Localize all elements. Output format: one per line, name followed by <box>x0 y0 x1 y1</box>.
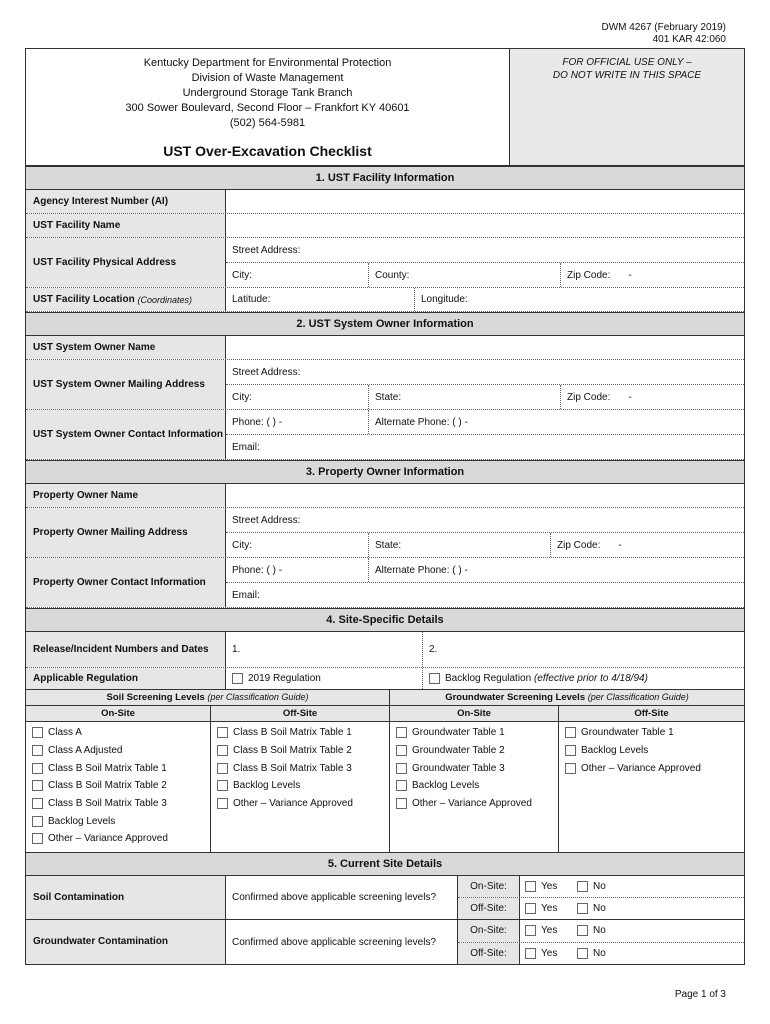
soil-offsite-no[interactable] <box>572 903 624 914</box>
facility-name-label: UST Facility Name <box>26 214 226 237</box>
reg-backlog-option[interactable] <box>422 668 744 689</box>
reg-backlog-label: Backlog Regulation <box>445 673 532 684</box>
checkbox[interactable] <box>217 780 228 791</box>
gw-onsite-column <box>390 722 559 852</box>
option-label: Backlog Levels <box>581 745 649 757</box>
soil-offsite-tag: Off-Site: <box>458 898 520 919</box>
soil-offsite-option[interactable] <box>211 759 389 777</box>
soil-head-note: (per Classification Guide) <box>207 692 309 702</box>
owner-mailing-row <box>26 360 744 410</box>
soil-onsite-option[interactable] <box>26 724 210 742</box>
street-label: Street Address: <box>232 514 301 526</box>
checkbox[interactable] <box>396 798 407 809</box>
soil-onsite-option[interactable] <box>26 812 210 830</box>
checklist-form <box>25 166 745 965</box>
owner-city-field[interactable] <box>226 385 368 409</box>
release-1-label: 1. <box>232 644 241 655</box>
owner-name-label: UST System Owner Name <box>26 336 226 359</box>
option-label: Class B Soil Matrix Table 1 <box>233 727 352 739</box>
option-label: Groundwater Table 1 <box>581 727 674 739</box>
division-name: Division of Waste Management <box>191 72 344 84</box>
gw-offsite-no[interactable] <box>572 948 624 959</box>
checkbox[interactable] <box>32 780 43 791</box>
checkbox[interactable] <box>32 833 43 844</box>
gw-head-note: (per Classification Guide) <box>587 692 689 702</box>
facility-street-field[interactable] <box>226 238 744 262</box>
property-street-field[interactable] <box>226 508 744 532</box>
gw-offsite-option[interactable] <box>559 742 744 760</box>
option-label: Class B Soil Matrix Table 3 <box>48 798 167 810</box>
section-4-header: 4. Site-Specific Details <box>26 608 744 632</box>
yes-label: Yes <box>541 903 558 914</box>
facility-zip-field[interactable] <box>560 263 744 287</box>
option-label: Class B Soil Matrix Table 1 <box>48 762 167 774</box>
facility-name-field[interactable] <box>226 214 744 237</box>
owner-phone-field[interactable] <box>226 410 368 434</box>
facility-address-row <box>26 238 744 288</box>
property-state-field[interactable] <box>368 533 550 557</box>
location-note: (Coordinates) <box>137 294 192 305</box>
owner-state-field[interactable] <box>368 385 560 409</box>
owner-contact-row <box>26 410 744 460</box>
county-label: County: <box>375 269 410 281</box>
phone-label: Phone: ( ) - <box>232 564 283 576</box>
gw-screening-head <box>390 690 744 705</box>
official-use-line2: DO NOT WRITE IN THIS SPACE <box>552 70 702 81</box>
official-use-line1: FOR OFFICIAL USE ONLY – <box>562 57 692 68</box>
gw-question: Confirmed above applicable screening levels? <box>226 920 458 964</box>
soil-onsite-no[interactable] <box>572 881 624 892</box>
zip-label: Zip Code: <box>557 539 601 551</box>
alt-phone-label: Alternate Phone: ( ) - <box>375 416 468 428</box>
zip-label: Zip Code: <box>567 391 611 403</box>
agency-phone: (502) 564-5981 <box>229 117 306 129</box>
option-label: Backlog Levels <box>412 780 480 792</box>
checkbox[interactable] <box>525 948 536 959</box>
latitude-label: Latitude: <box>232 294 271 305</box>
state-label: State: <box>375 391 402 403</box>
city-label: City: <box>232 539 252 551</box>
gw-onsite-yes[interactable] <box>520 925 572 936</box>
option-label: Other – Variance Approved <box>581 762 701 774</box>
no-label: No <box>593 947 606 959</box>
option-label: Other – Variance Approved <box>48 833 168 845</box>
soil-contamination-row <box>26 876 744 920</box>
state-label: State: <box>375 539 402 551</box>
checkbox[interactable] <box>32 763 43 774</box>
agency-name: Kentucky Department for Environmental Protection <box>143 57 392 69</box>
owner-alt-phone-field[interactable] <box>368 410 744 434</box>
owner-name-row <box>26 336 744 360</box>
soil-onsite-tag: On-Site: <box>458 876 520 897</box>
property-city-field[interactable] <box>226 533 368 557</box>
option-label: Class A Adjusted <box>48 745 123 757</box>
location-label-text: UST Facility Location <box>33 293 135 305</box>
checkbox[interactable] <box>32 816 43 827</box>
yes-label: Yes <box>541 947 558 959</box>
official-use-box <box>510 49 744 165</box>
gw-contamination-label: Groundwater Contamination <box>26 920 226 964</box>
gw-offsite-column <box>559 722 744 852</box>
checkbox[interactable] <box>32 798 43 809</box>
option-label: Class B Soil Matrix Table 2 <box>48 780 167 792</box>
longitude-label: Longitude: <box>421 294 468 305</box>
option-label: Class B Soil Matrix Table 2 <box>233 745 352 757</box>
property-phone-field[interactable] <box>226 558 368 582</box>
soil-onsite-option[interactable] <box>26 742 210 760</box>
checkbox[interactable] <box>217 727 228 738</box>
gw-offsite-option[interactable] <box>559 724 744 742</box>
reg-2019-label: 2019 Regulation <box>248 673 321 684</box>
release-2-field[interactable] <box>422 632 744 667</box>
checkbox[interactable] <box>217 798 228 809</box>
page-title: UST Over-Excavation Checklist <box>163 143 372 159</box>
ai-field[interactable] <box>226 190 744 213</box>
owner-email-field[interactable] <box>226 435 744 459</box>
page-number: Page 1 of 3 <box>674 989 726 1000</box>
property-owner-mailing-label: Property Owner Mailing Address <box>26 508 226 557</box>
soil-head-text: Soil Screening Levels <box>106 692 205 703</box>
screening-grid <box>26 722 744 852</box>
facility-name-row <box>26 214 744 238</box>
option-label: Other – Variance Approved <box>412 798 532 810</box>
checkbox[interactable] <box>396 763 407 774</box>
yes-label: Yes <box>541 925 558 937</box>
reg-backlog-note: (effective prior to 4/18/94) <box>533 673 648 684</box>
option-label: Groundwater Table 2 <box>412 745 505 757</box>
latitude-field[interactable] <box>226 288 414 311</box>
checkbox[interactable] <box>565 763 576 774</box>
gw-onsite-option[interactable] <box>390 724 558 742</box>
longitude-field[interactable] <box>414 288 744 311</box>
soil-offsite-yes[interactable] <box>520 903 572 914</box>
ai-label: Agency Interest Number (AI) <box>26 190 226 213</box>
option-label: Backlog Levels <box>233 780 301 792</box>
release-2-label: 2. <box>429 644 438 655</box>
gw-onsite-tag: On-Site: <box>458 920 520 942</box>
regulation-row <box>26 668 744 690</box>
email-label: Email: <box>232 441 260 453</box>
gw-onsite-option[interactable] <box>390 795 558 813</box>
soil-onsite-option[interactable] <box>26 777 210 795</box>
screening-levels-header <box>26 690 744 706</box>
facility-address-label: UST Facility Physical Address <box>26 238 226 287</box>
gw-head-text: Groundwater Screening Levels <box>445 692 586 703</box>
gw-offsite-option[interactable] <box>559 759 744 777</box>
checkbox[interactable] <box>577 925 588 936</box>
facility-county-field[interactable] <box>368 263 560 287</box>
form-header <box>25 48 745 166</box>
option-label: Class B Soil Matrix Table 3 <box>233 762 352 774</box>
zip-dash: - <box>628 269 632 281</box>
section-2-header: 2. UST System Owner Information <box>26 312 744 336</box>
soil-onsite-option[interactable] <box>26 830 210 848</box>
soil-offsite-option[interactable] <box>211 724 389 742</box>
branch-name: Underground Storage Tank Branch <box>182 87 353 99</box>
no-label: No <box>593 925 606 937</box>
zip-dash: - <box>628 391 632 403</box>
checkbox[interactable] <box>217 745 228 756</box>
reg-2019-checkbox[interactable] <box>232 673 243 684</box>
gw-offsite-yes[interactable] <box>520 948 572 959</box>
reg-backlog-checkbox[interactable] <box>429 673 440 684</box>
property-owner-mailing-row <box>26 508 744 558</box>
option-label: Groundwater Table 3 <box>412 762 505 774</box>
property-owner-name-label: Property Owner Name <box>26 484 226 507</box>
soil-onsite-column <box>26 722 211 852</box>
property-owner-contact-label: Property Owner Contact Information <box>26 558 226 607</box>
yes-label: Yes <box>541 881 558 892</box>
no-label: No <box>593 903 606 914</box>
screening-subheader <box>26 706 744 722</box>
checkbox[interactable] <box>525 903 536 914</box>
gw-onsite-no[interactable] <box>572 925 624 936</box>
soil-question: Confirmed above applicable screening levels? <box>226 876 458 919</box>
soil-onsite-option[interactable] <box>26 759 210 777</box>
city-label: City: <box>232 391 252 403</box>
release-row <box>26 632 744 668</box>
gw-onsite-option[interactable] <box>390 777 558 795</box>
checkbox[interactable] <box>32 745 43 756</box>
owner-mailing-label: UST System Owner Mailing Address <box>26 360 226 409</box>
gw-offsite-tag: Off-Site: <box>458 943 520 965</box>
owner-street-field[interactable] <box>226 360 744 384</box>
option-label: Other – Variance Approved <box>233 798 353 810</box>
gw-onsite-option[interactable] <box>390 759 558 777</box>
checkbox[interactable] <box>217 763 228 774</box>
soil-onsite-option[interactable] <box>26 795 210 813</box>
city-label: City: <box>232 269 252 281</box>
email-label: Email: <box>232 589 260 601</box>
form-number: DWM 4267 (February 2019) <box>601 22 726 33</box>
gw-onsite-option[interactable] <box>390 742 558 760</box>
owner-contact-label: UST System Owner Contact Information <box>26 410 226 459</box>
checkbox[interactable] <box>396 727 407 738</box>
property-email-field[interactable] <box>226 583 744 607</box>
regulation-ref: 401 KAR 42:060 <box>652 34 726 45</box>
soil-offsite-option[interactable] <box>211 795 389 813</box>
property-alt-phone-field[interactable] <box>368 558 744 582</box>
soil-offsite-option[interactable] <box>211 742 389 760</box>
zip-dash: - <box>618 539 622 551</box>
option-label: Class A <box>48 727 82 739</box>
soil-offsite-column <box>211 722 390 852</box>
reg-2019-option[interactable] <box>226 668 422 689</box>
soil-screening-head <box>26 690 390 705</box>
gw-onsite-head: On-Site <box>390 706 559 721</box>
ai-row <box>26 190 744 214</box>
checkbox[interactable] <box>565 745 576 756</box>
checkbox[interactable] <box>525 925 536 936</box>
zip-label: Zip Code: <box>567 269 611 281</box>
section-1-header: 1. UST Facility Information <box>26 166 744 190</box>
phone-label: Phone: ( ) - <box>232 416 283 428</box>
checkbox[interactable] <box>396 780 407 791</box>
soil-offsite-option[interactable] <box>211 777 389 795</box>
checkbox[interactable] <box>396 745 407 756</box>
street-label: Street Address: <box>232 366 301 378</box>
section-5-header: 5. Current Site Details <box>26 852 744 876</box>
option-label: Backlog Levels <box>48 815 116 827</box>
section-3-header: 3. Property Owner Information <box>26 460 744 484</box>
checkbox[interactable] <box>525 881 536 892</box>
checkbox[interactable] <box>577 881 588 892</box>
property-owner-name-row <box>26 484 744 508</box>
property-owner-name-field[interactable] <box>226 484 744 507</box>
street-label: Street Address: <box>232 244 301 256</box>
no-label: No <box>593 881 606 892</box>
alt-phone-label: Alternate Phone: ( ) - <box>375 564 468 576</box>
release-1-field[interactable] <box>226 632 422 667</box>
agency-address: 300 Sower Boulevard, Second Floor – Frankfort KY 40601 <box>125 102 410 114</box>
owner-zip-field[interactable] <box>560 385 744 409</box>
owner-name-field[interactable] <box>226 336 744 359</box>
facility-location-label <box>26 288 226 311</box>
agency-block <box>26 49 510 165</box>
gw-contamination-row <box>26 920 744 964</box>
soil-onsite-head: On-Site <box>26 706 211 721</box>
facility-city-field[interactable] <box>226 263 368 287</box>
property-owner-contact-row <box>26 558 744 608</box>
form-code <box>602 22 727 46</box>
release-label: Release/Incident Numbers and Dates <box>26 632 226 667</box>
checkbox[interactable] <box>32 727 43 738</box>
checkbox[interactable] <box>577 948 588 959</box>
regulation-label: Applicable Regulation <box>26 668 226 689</box>
checkbox[interactable] <box>565 727 576 738</box>
soil-onsite-yes[interactable] <box>520 881 572 892</box>
soil-offsite-head: Off-Site <box>211 706 390 721</box>
checkbox[interactable] <box>577 903 588 914</box>
gw-offsite-head: Off-Site <box>634 708 669 719</box>
property-zip-field[interactable] <box>550 533 744 557</box>
option-label: Groundwater Table 1 <box>412 727 505 739</box>
facility-location-row <box>26 288 744 312</box>
soil-contamination-label: Soil Contamination <box>26 876 226 919</box>
